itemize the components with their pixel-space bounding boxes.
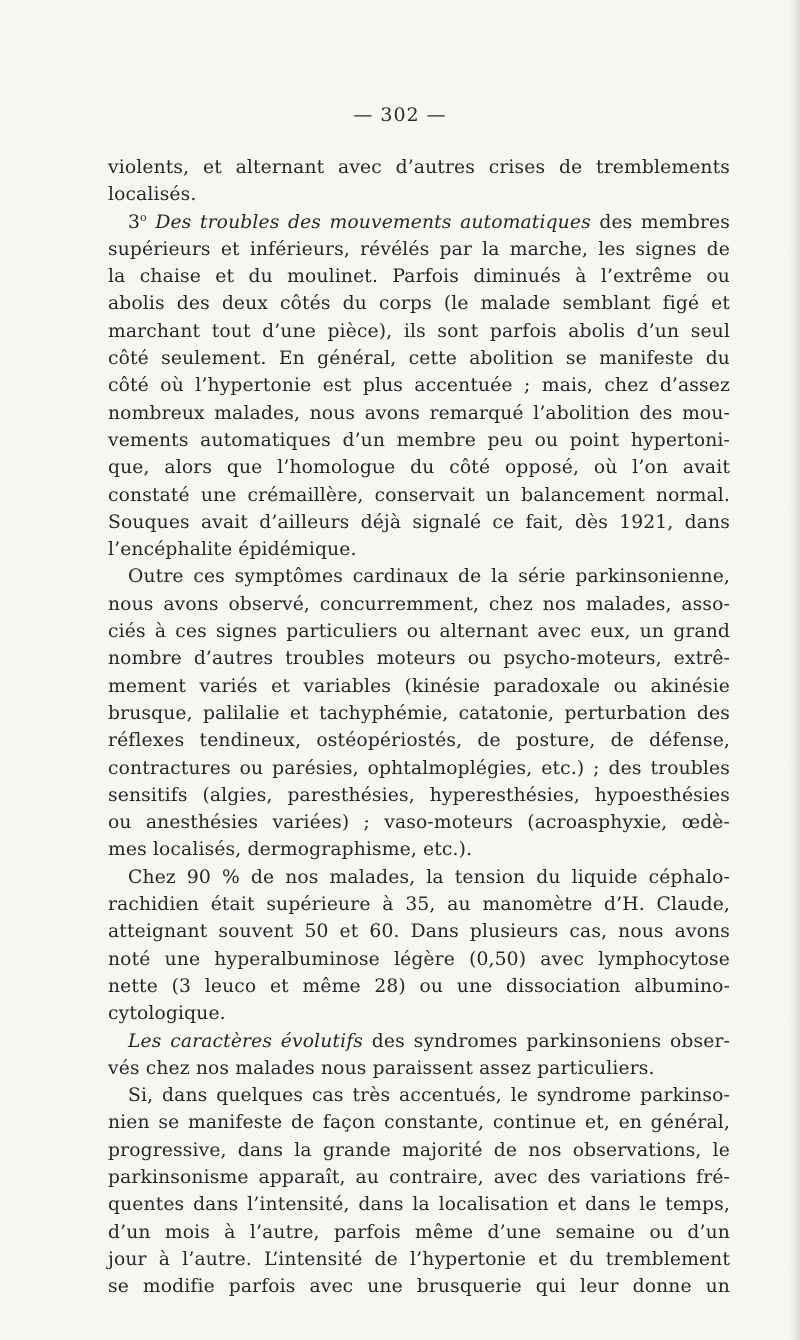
text-segment: ou anesthésies variées) ; vaso-moteurs (acroasphyxie, œdè-	[108, 812, 730, 834]
text-line	[108, 973, 730, 1000]
text-segment: que, alors que l’homologue du côté opposé, où l’on avait	[108, 457, 730, 479]
body-text	[108, 154, 730, 1300]
text-segment: la chaise et du moulinet. Parfois diminués à l’extrême ou	[108, 266, 730, 288]
text-line	[108, 482, 730, 509]
text-line	[108, 1082, 730, 1109]
text-line	[108, 427, 730, 454]
text-segment: des syndromes parkinsoniens obser-	[363, 1030, 730, 1052]
text-segment: quentes dans l’intensité, dans la localisation et dans le temps,	[108, 1194, 730, 1216]
text-segment: nous avons observé, concurremment, chez nos malades, asso-	[108, 593, 730, 615]
text-line	[108, 1273, 730, 1300]
text-line	[108, 918, 730, 945]
text-segment: côté seulement. En général, cette abolition se manifeste du	[108, 348, 730, 370]
text-line	[108, 1219, 730, 1246]
text-line	[108, 236, 730, 263]
text-line	[108, 1109, 730, 1136]
text-segment: parkinsonisme apparaît, au contraire, avec des variations fré-	[108, 1166, 730, 1188]
text-segment: d’un mois à l’autre, parfois même d’une semaine ou d’un	[108, 1221, 730, 1243]
text-line	[108, 782, 730, 809]
text-line	[108, 891, 730, 918]
text-line	[108, 591, 730, 618]
text-segment: Outre ces symptômes cardinaux de la série parkinsonienne,	[128, 566, 730, 588]
text-line	[108, 345, 730, 372]
text-segment: cytologique.	[108, 1003, 226, 1025]
text-segment: mes localisés, dermographisme, etc.).	[108, 839, 473, 861]
text-line	[108, 755, 730, 782]
text-segment: atteignant souvent 50 et 60. Dans plusieurs cas, nous avons	[108, 921, 730, 943]
superscript-text: o	[140, 210, 147, 224]
text-segment: constaté une crémaillère, conservait un balancement normal.	[108, 484, 730, 506]
text-line	[108, 263, 730, 290]
text-line	[108, 1246, 730, 1273]
text-line	[108, 618, 730, 645]
text-line	[108, 509, 730, 536]
text-line	[108, 181, 730, 208]
text-segment: sensitifs (algies, paresthésies, hyperesthésies, hypoesthésies	[108, 784, 730, 806]
text-segment: nette (3 leuco et même 28) ou une dissociation albumino-	[108, 975, 730, 997]
text-line	[108, 454, 730, 481]
text-segment: jour à l’autre. L’intensité de l’hypertonie et du tremblement	[108, 1248, 730, 1270]
text-segment: supérieurs et inférieurs, révélés par la marche, les signes de	[108, 238, 730, 260]
text-line	[108, 318, 730, 345]
text-line	[108, 154, 730, 181]
text-segment: des membres	[590, 211, 731, 233]
text-line	[108, 536, 730, 563]
text-line	[108, 645, 730, 672]
italic-text-segment: Les caractères évolutifs	[128, 1030, 364, 1052]
text-segment: 3	[128, 211, 141, 233]
text-segment: Si, dans quelques cas très accentués, le syndrome parkinso-	[128, 1085, 730, 1107]
text-segment: côté où l’hypertonie est plus accentuée ; mais, chez d’assez	[108, 375, 730, 397]
text-segment: l’encéphalite épidémique.	[108, 539, 357, 561]
text-segment: se modifie parfois avec une brusquerie qui leur donne un	[108, 1276, 730, 1298]
text-line	[108, 836, 730, 863]
text-line	[108, 809, 730, 836]
text-segment: réflexes tendineux, ostéopériostés, de posture, de défense,	[108, 730, 730, 752]
text-line	[108, 700, 730, 727]
text-segment: nombreux malades, nous avons remarqué l’abolition des mou-	[108, 402, 730, 424]
text-segment: localisés.	[108, 184, 197, 206]
text-line	[108, 1028, 730, 1055]
text-segment: marchant tout d’une pièce), ils sont parfois abolis d’un seul	[108, 320, 730, 342]
page-number: — 302 —	[353, 104, 447, 126]
text-line	[108, 727, 730, 754]
text-segment: rachidien était supérieure à 35, au manomètre d’H. Claude,	[108, 894, 730, 916]
text-line	[108, 673, 730, 700]
text-segment: abolis des deux côtés du corps (le malade semblant figé et	[108, 293, 730, 315]
text-line	[108, 1137, 730, 1164]
text-line	[108, 209, 730, 236]
text-line	[108, 372, 730, 399]
text-segment: nombre d’autres troubles moteurs ou psycho-moteurs, extrê-	[108, 648, 730, 670]
text-line	[108, 1164, 730, 1191]
text-line	[108, 864, 730, 891]
text-segment: ciés à ces signes particuliers ou alternant avec eux, un grand	[108, 621, 730, 643]
text-line	[108, 290, 730, 317]
text-segment: vés chez nos malades nous paraissent assez particuliers.	[108, 1057, 655, 1079]
page-edge-shadow	[790, 0, 800, 1340]
text-segment: Souques avait d’ailleurs déjà signalé ce fait, dès 1921, dans	[108, 511, 730, 533]
text-segment: brusque, palilalie et tachyphémie, catatonie, perturbation des	[108, 702, 730, 724]
text-segment: contractures ou parésies, ophtalmoplégies, etc.) ; des troubles	[108, 757, 730, 779]
text-segment: progressive, dans la grande majorité de nos observations, le	[108, 1139, 730, 1161]
text-segment: mement variés et variables (kinésie paradoxale ou akinésie	[108, 675, 730, 697]
italic-text-segment: Des troubles des mouvements automatiques	[155, 211, 591, 233]
text-line	[108, 946, 730, 973]
text-segment: Chez 90 % de nos malades, la tension du liquide céphalo-	[128, 866, 730, 888]
text-segment: vements automatiques d’un membre peu ou point hypertoni-	[108, 429, 730, 451]
text-segment: violents, et alternant avec d’autres crises de tremblements	[108, 157, 730, 178]
text-line	[108, 563, 730, 590]
text-line	[108, 400, 730, 427]
text-line	[108, 1055, 730, 1082]
text-segment: noté une hyperalbuminose légère (0,50) avec lymphocytose	[108, 948, 730, 970]
text-segment: nien se manifeste de façon constante, continue et, en général,	[108, 1112, 730, 1134]
text-line	[108, 1000, 730, 1027]
text-line	[108, 1191, 730, 1218]
